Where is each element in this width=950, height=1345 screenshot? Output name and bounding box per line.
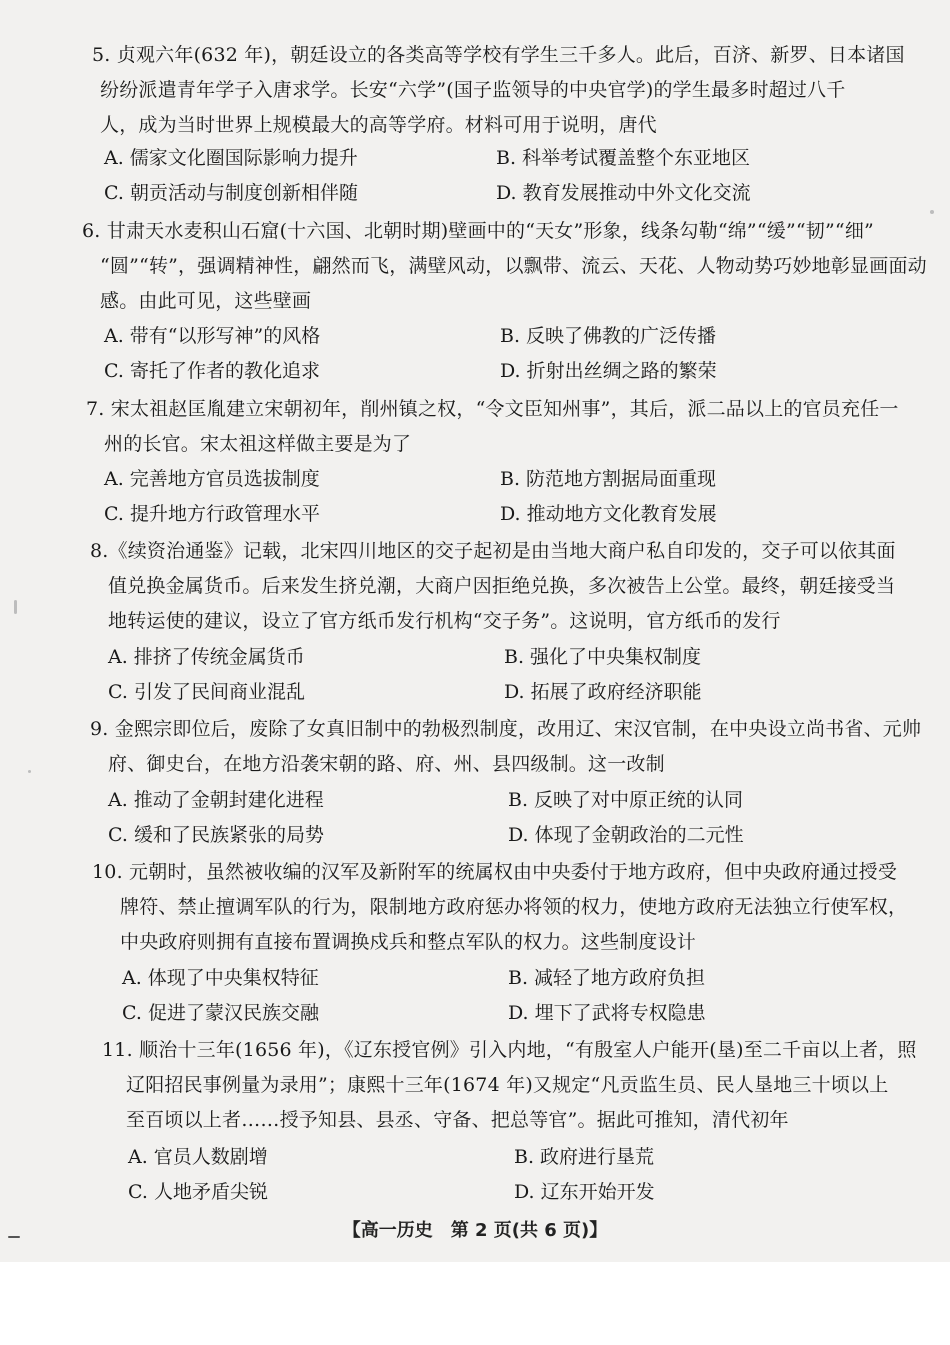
question-stem-line: 5. 贞观六年(632 年)，朝廷设立的各类高等学校有学生三千多人。此后，百济、新罗、日本诸国 — [92, 44, 905, 66]
option-c: C. 寄托了作者的教化追求 — [104, 360, 320, 382]
option-a: A. 完善地方官员选拔制度 — [104, 468, 320, 490]
option-d: D. 折射出丝绸之路的繁荣 — [500, 360, 717, 382]
option-d: D. 拓展了政府经济职能 — [504, 681, 702, 703]
page-footer: 【高一历史 第 2 页(共 6 页)】 — [342, 1220, 608, 1241]
option-c: C. 朝贡活动与制度创新相伴随 — [104, 182, 358, 204]
question-stem-line: 府、御史台，在地方沿袭宋朝的路、府、州、县四级制。这一改制 — [108, 753, 665, 775]
option-b: B. 科举考试覆盖整个东亚地区 — [496, 147, 751, 169]
question-stem-line: 8.《续资治通鉴》记载，北宋四川地区的交子起初是由当地大商户私自印发的，交子可以依其面 — [90, 540, 896, 562]
question-stem-line: 10. 元朝时，虽然被收编的汉军及新附军的统属权由中央委付于地方政府，但中央政府通过授受 — [92, 861, 898, 883]
option-d: D. 教育发展推动中外文化交流 — [496, 182, 751, 204]
question-stem-line: 9. 金熙宗即位后，废除了女真旧制中的勃极烈制度，改用辽、宋汉官制，在中央设立尚书省、元帅 — [90, 718, 922, 740]
option-d: D. 埋下了武将专权隐患 — [508, 1002, 706, 1024]
question-stem-line: 7. 宋太祖赵匡胤建立宋朝初年，削州镇之权，“令文臣知州事”，其后，派二品以上的官员充任一 — [86, 398, 899, 420]
option-b: B. 反映了佛教的广泛传播 — [500, 325, 717, 347]
question-stem-line: 中央政府则拥有直接布置调换戍兵和整点军队的权力。这些制度设计 — [120, 931, 697, 953]
option-d: D. 推动地方文化教育发展 — [500, 503, 717, 525]
question-stem-line: 值兑换金属货币。后来发生挤兑潮，大商户因拒绝兑换，多次被告上公堂。最终，朝廷接受当 — [108, 575, 896, 597]
option-a: A. 体现了中央集权特征 — [122, 967, 319, 989]
option-a: A. 官员人数剧增 — [128, 1146, 268, 1168]
option-c: C. 提升地方行政管理水平 — [104, 503, 320, 525]
option-b: B. 防范地方割据局面重现 — [500, 468, 717, 490]
option-c: C. 引发了民间商业混乱 — [108, 681, 305, 703]
question-stem-line: 11. 顺治十三年(1656 年)，《辽东授官例》引入内地，“有殷室人户能开(垦)至二千亩以上者，照 — [102, 1039, 917, 1061]
question-stem-line: 牌符、禁止擅调军队的行为，限制地方政府惩办将领的权力，使地方政府无法独立行使军权， — [120, 896, 908, 918]
scan-speck — [14, 600, 17, 614]
option-b: B. 减轻了地方政府负担 — [508, 967, 706, 989]
option-a: A. 排挤了传统金属货币 — [108, 646, 305, 668]
option-b: B. 强化了中央集权制度 — [504, 646, 702, 668]
question-stem-line: “圆”“转”，强调精神性，翩然而飞，满壁风动，以飘带、流云、天花、人物动势巧妙地彰显画面动 — [100, 255, 927, 277]
option-a: A. 儒家文化圈国际影响力提升 — [104, 147, 358, 169]
question-stem-line: 人，成为当时世界上规模最大的高等学府。材料可用于说明，唐代 — [100, 114, 657, 136]
question-stem-line: 纷纷派遣青年学子入唐求学。长安“六学”(国子监领导的中央官学)的学生最多时超过八千 — [100, 79, 846, 101]
option-a: A. 带有“以形写神”的风格 — [104, 325, 321, 347]
option-d: D. 辽东开始开发 — [514, 1181, 655, 1203]
question-stem-line: 6. 甘肃天水麦积山石窟(十六国、北朝时期)壁画中的“天女”形象，线条勾勒“绵”“缓”“韧”“细” — [82, 220, 874, 242]
scan-speck — [930, 210, 934, 214]
question-stem-line: 地转运使的建议，设立了官方纸币发行机构“交子务”。这说明，官方纸币的发行 — [108, 610, 781, 632]
option-b: B. 反映了对中原正统的认同 — [508, 789, 744, 811]
question-stem-line: 感。由此可见，这些壁画 — [100, 290, 312, 312]
question-stem-line: 辽阳招民事例量为录用”；康熙十三年(1674 年)又规定“凡贡监生员、民人垦地三十顷以上 — [126, 1074, 889, 1096]
option-c: C. 缓和了民族紧张的局势 — [108, 824, 324, 846]
option-b: B. 政府进行垦荒 — [514, 1146, 655, 1168]
option-c: C. 人地矛盾尖锐 — [128, 1181, 268, 1203]
option-d: D. 体现了金朝政治的二元性 — [508, 824, 744, 846]
option-a: A. 推动了金朝封建化进程 — [108, 789, 324, 811]
question-stem-line: 州的长官。宋太祖这样做主要是为了 — [104, 433, 412, 455]
question-stem-line: 至百顷以上者……授予知县、县丞、守备、把总等官”。据此可推知，清代初年 — [126, 1109, 789, 1131]
scan-speck — [28, 770, 31, 773]
option-c: C. 促进了蒙汉民族交融 — [122, 1002, 319, 1024]
